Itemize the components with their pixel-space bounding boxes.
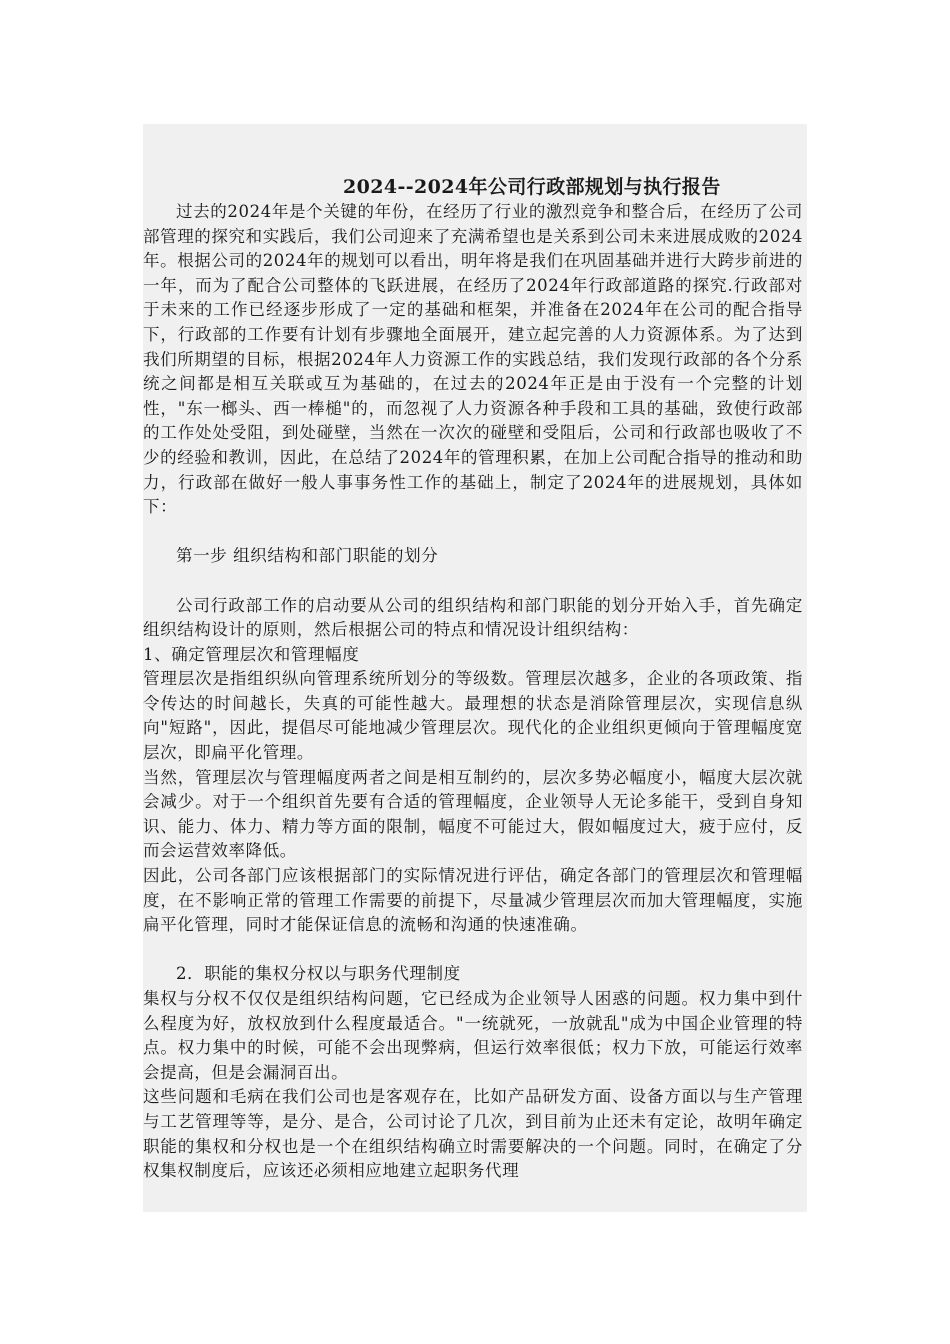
spacer [143,938,803,963]
section2-paragraph-1: 集权与分权不仅仅是组织结构问题，它已经成为企业领导人困惑的问题。权力集中到什么程度为好，放权放到什么程度最适合。"一统就死，一放就乱"成为中国企业管理的特点。权力集中的时候，可能不会出现弊病，但运行效率很低；权力下放，可能运行效率会提高，但是会漏洞百出。 [143,989,803,1082]
spacer [143,569,803,594]
intro-paragraph: 过去的2024年是个关键的年份，在经历了行业的激烈竞争和整合后，在经历了公司部管理的探究和实践后，我们公司迎来了充满希望也是关系到公司未来进展成败的2024年。根据公司的2024年的规划可以看出，明年将是我们在巩固基础并进行大跨步前进的一年，而为了配合公司整体的飞跃进展，在经历了2024年行政部道路的探究.行政部对于未来的工作已经逐步形成了一定的基础和框架，并准备在2024年在公司的配合指导下，行政部的工作要有计划有步骤地全面展开，建立起完善的人力资源体系。为了达到我们所期望的目标，根据2024年人力资源工作的实践总结，我们发现行政部的各个分系统之间都是相互关联或互为基础的，在过去的2024年正是由于没有一个完整的计划性，"东一榔头、西一棒槌"的，而忽视了人力资源各种手段和工具的基础，致使行政部的工作处处受阻，到处碰壁，当然在一次次的碰壁和受阻后，公司和行政部也吸收了不少的经验和教训，因此，在总结了2024年的管理积累，在加上公司配合指导的推动和助力，行政部在做好一般人事事务性工作的基础上，制定了2024年的进展规划，具体如下： [143,202,803,517]
section1-heading: 1、确定管理层次和管理幅度 [143,644,360,664]
document-title: 2024--2024年公司行政部规划与执行报告 [343,176,721,198]
section1-paragraph-2: 当然，管理层次与管理幅度两者之间是相互制约的，层次多势必幅度小，幅度大层次就会减少。对于一个组织首先要有合适的管理幅度，企业领导人无论多能干，受到自身知识、能力、体力、精力等方面的限制，幅度不可能过大，假如幅度过大，疲于应付，反而会运营效率降低。 [143,767,803,861]
step1-intro-paragraph: 公司行政部工作的启动要从公司的组织结构和部门职能的划分开始入手，首先确定组织结构设计的原则，然后根据公司的特点和情况设计组织结构： [143,595,803,640]
document-page [143,124,807,1212]
document-body [143,174,803,1184]
step1-heading: 第一步 组织结构和部门职能的划分 [176,546,439,566]
section2-paragraph-2: 这些问题和毛病在我们公司也是客观存在，比如产品研发方面、设备方面以与生产管理与工艺管理等等，是分、是合，公司讨论了几次，到目前为止还未有定论，故明年确定职能的集权和分权也是一个在组织结构确立时需要解决的一个问题。同时，在确定了分权集权制度后，应该还必须相应地建立起职务代理 [143,1087,803,1181]
section1-paragraph-1: 管理层次是指组织纵向管理系统所划分的等级数。管理层次越多，企业的各项政策、指令传达的时间越长，失真的可能性越大。最理想的状态是消除管理层次，实现信息纵向"短路"，因此，提倡尽可能地减少管理层次。现代化的企业组织更倾向于管理幅度宽层次，即扁平化管理。 [143,669,803,763]
section2-heading: 2．职能的集权分权以与职务代理制度 [176,964,461,984]
spacer [143,520,803,545]
section1-paragraph-3: 因此，公司各部门应该根据部门的实际情况进行评估，确定各部门的管理层次和管理幅度，在不影响正常的管理工作需要的前提下，尽量减少管理层次而加大管理幅度，实施扁平化管理，同时才能保证信息的流畅和沟通的快速准确。 [143,866,803,935]
